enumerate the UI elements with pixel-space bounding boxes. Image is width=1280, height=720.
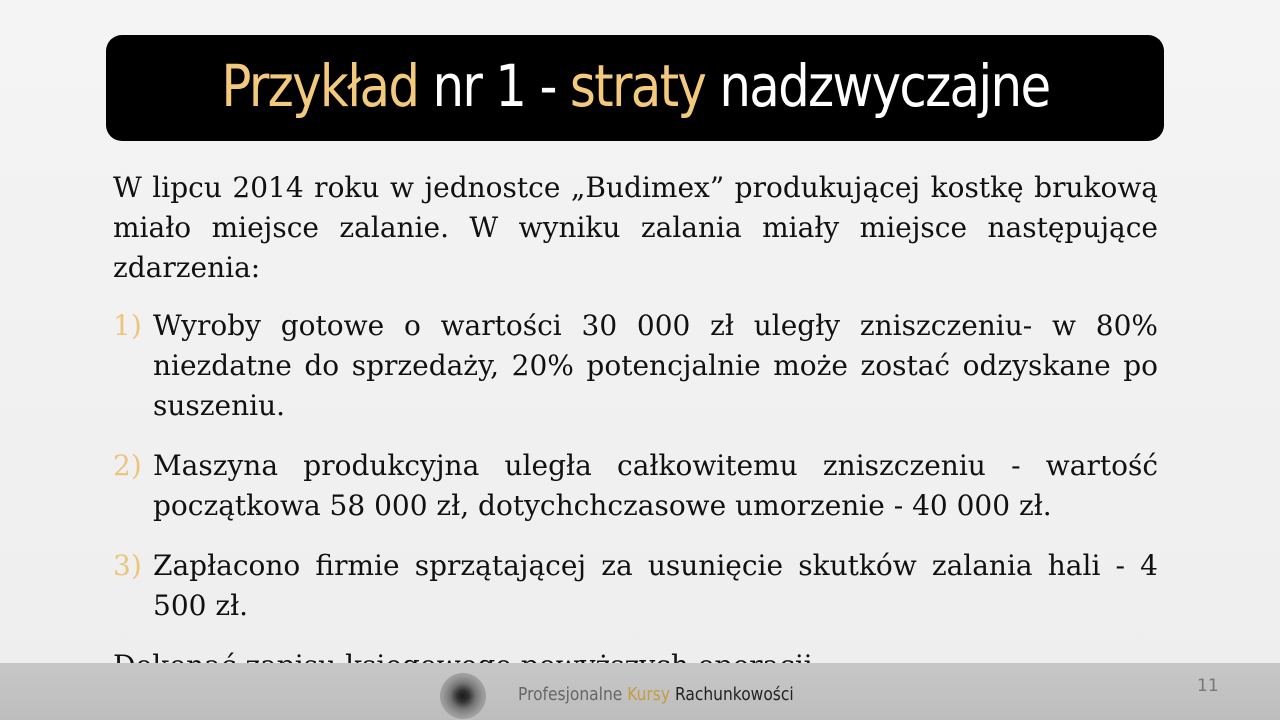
list-item-number: 1) — [113, 309, 142, 342]
slide-content — [113, 168, 1158, 686]
list-item — [113, 306, 1158, 426]
brand-word-accounting: Rachunkowości — [670, 684, 794, 705]
list-item-text: Maszyna produkcyjna uległa całkowitemu zniszczeniu - wartość początkowa 58 000 zł, dotychchczasowe umorzenie - 40 000 zł. — [153, 449, 1158, 522]
list-item — [113, 546, 1158, 626]
events-list — [113, 306, 1158, 626]
logo-icon — [440, 673, 486, 719]
page-number: 11 — [1197, 676, 1219, 696]
title-bar — [106, 35, 1164, 141]
title-word-example: Przykład — [220, 52, 418, 120]
brand-word-courses: Kursy — [627, 684, 671, 705]
brand-word-professional: Profesjonalne — [518, 684, 628, 705]
brand-name — [518, 684, 794, 705]
intro-paragraph: W lipcu 2014 roku w jednostce „Budimex” produkującej kostkę brukową miało miejsce zalanie. W wyniku zalania miały miejsce następujące zdarzenia: — [113, 171, 1158, 284]
title-word-extraordinary: nadzwyczajne — [704, 52, 1050, 120]
page-title — [220, 52, 1050, 120]
title-word-losses: straty — [569, 52, 705, 120]
list-item-text: Zapłacono firmie sprzątającej za usunięcie skutków zalania hali - 4 500 zł. — [153, 549, 1158, 622]
list-item — [113, 446, 1158, 526]
list-item-number: 3) — [113, 549, 142, 582]
title-word-number: nr 1 - — [417, 52, 570, 120]
list-item-text: Wyroby gotowe o wartości 30 000 zł uległy zniszczeniu- w 80% niezdatne do sprzedaży, 20% potencjalnie może zostać odzyskane po suszeniu. — [153, 309, 1158, 422]
list-item-number: 2) — [113, 449, 142, 482]
